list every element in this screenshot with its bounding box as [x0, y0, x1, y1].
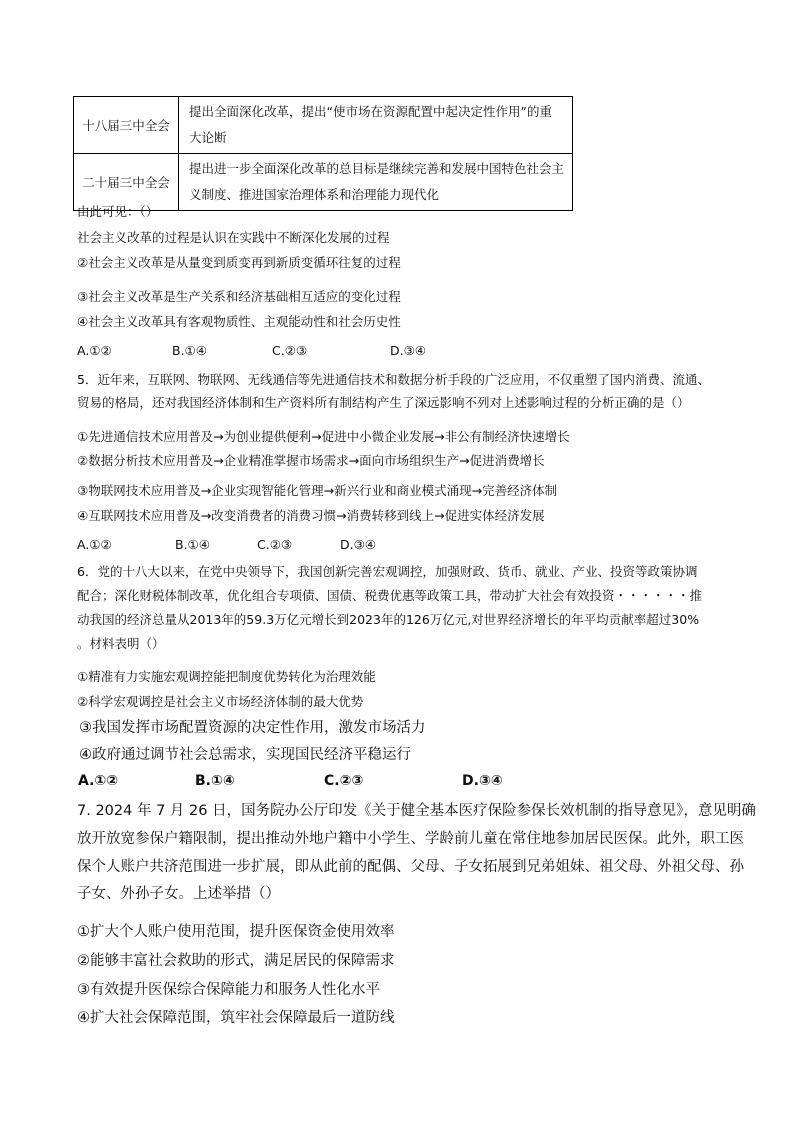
q7-item-4: ④扩大社会保障范围，筑牢社会保障最后一道防线 [77, 1010, 395, 1026]
q7-stem-line4: 子女、外孙子女。上述举措（） [77, 886, 280, 902]
q5-item-2: ②数据分析技术应用普及→企业精准掌握市场需求→面向市场组织生产→促进消费增长 [77, 453, 545, 468]
q7-item-2: ②能够丰富社会救助的形式，满足居民的保障需求 [77, 953, 395, 969]
q4-item-3: ③社会主义改革是生产关系和经济基础相互适应的变化过程 [77, 289, 401, 304]
q6-item-1: ①精准有力实施宏观调控能把制度优势转化为治理效能 [77, 669, 376, 684]
table-cell-session: 二十届三中全会 [74, 154, 179, 211]
q5-option-a: A.①② [77, 537, 112, 552]
q5-stem-line2: 贸易的格局，还对我国经济体制和生产资料所有制结构产生了深远影响不列对上述影响过程的分析正确的是（） [77, 395, 690, 410]
q5-stem-line1: 5．近年来，互联网、物联网、无线通信等先进通信技术和数据分析手段的广泛应用，不仅重塑了国内消费、流通、 [77, 372, 710, 387]
q5-option-d: D.③④ [340, 537, 377, 552]
q4-option-a: A.①② [77, 343, 112, 358]
q7-item-1: ①扩大个人账户使用范围，提升医保资金使用效率 [77, 924, 395, 940]
q4-item-2: ②社会主义改革是从量变到质变再到新质变循环往复的过程 [77, 255, 401, 270]
q6-item-4: ④政府通过调节社会总需求，实现国民经济平稳运行 [79, 747, 411, 763]
table-row [74, 97, 573, 154]
q5-option-c: C.②③ [257, 537, 293, 552]
q5-item-4: ④互联网技术应用普及→改变消费者的消费习惯→消费转移到线上→促进实体经济发展 [77, 508, 545, 523]
q6-stem-line1: 6．党的十八大以来，在党中央领导下，我国创新完善宏观调控，加强财政、货币、就业、产业、投资等政策协调 [77, 564, 698, 579]
table-cell-content: 提出进一步全面深化改革的总目标是继续完善和发展中国特色社会主义制度、推进国家治理体系和治理能力现代化 [179, 154, 573, 211]
q7-item-3: ③有效提升医保综合保障能力和服务人性化水平 [77, 982, 380, 998]
q6-option-a: A.①② [78, 773, 119, 789]
q4-item-1: 社会主义改革的过程是认识在实践中不断深化发展的过程 [77, 230, 390, 245]
q4-option-c: C.②③ [272, 343, 308, 358]
q6-option-b: B.①④ [195, 773, 235, 789]
q4-stem: 由此可见：（） [77, 204, 159, 219]
q4-option-d: D.③④ [390, 343, 427, 358]
q5-option-b: B.①④ [175, 537, 210, 552]
q4-option-b: B.①④ [172, 343, 207, 358]
q6-option-d: D.③④ [462, 773, 503, 789]
table-cell-content: 提出全面深化改革，提出“使市场在资源配置中起决定性作用”的重大论断 [179, 97, 573, 154]
q6-item-2: ②科学宏观调控是社会主义市场经济体制的最大优势 [77, 694, 364, 709]
q5-item-3: ③物联网技术应用普及→企业实现智能化管理→新兴行业和商业模式涌现→完善经济体制 [77, 483, 558, 498]
q6-option-c: C.②③ [324, 773, 364, 789]
reform-table [73, 96, 573, 211]
q7-stem-line1: 7. 2024 年 7 月 26 日，国务院办公厅印发《关于健全基本医疗保险参保长效机制的指导意见》，意见明确 [77, 803, 756, 819]
q7-stem-line3: 保个人账户共济范围进一步扩展，即从此前的配偶、父母、子女拓展到兄弟姐妹、祖父母、外祖父母、孙 [77, 859, 744, 875]
q6-stem-line2: 配合；深化财税体制改革，优化组合专项债、国债、税费优惠等政策工具，带动扩大社会有效投资・・・・・・推 [77, 588, 703, 603]
table-cell-session: 十八届三中全会 [74, 97, 179, 154]
q5-item-1: ①先进通信技术应用普及→为创业提供便利→促进中小微企业发展→非公有制经济快速增长 [77, 429, 570, 444]
q4-item-4: ④社会主义改革具有客观物质性、主观能动性和社会历史性 [77, 314, 401, 329]
q6-stem-line3: 动我国的经济总量从2013年的59.3万亿元增长到2023年的126万亿元,对世界经济增长的年平均贡献率超过30% [77, 612, 700, 627]
q6-item-3: ③我国发挥市场配置资源的决定性作用，激发市场活力 [79, 720, 426, 736]
q7-stem-line2: 放开放宽参保户籍限制，提出推动外地户籍中小学生、学龄前儿童在常住地参加居民医保。此外，职工医 [77, 831, 744, 847]
q6-stem-line4: 。材料表明（） [77, 636, 165, 651]
